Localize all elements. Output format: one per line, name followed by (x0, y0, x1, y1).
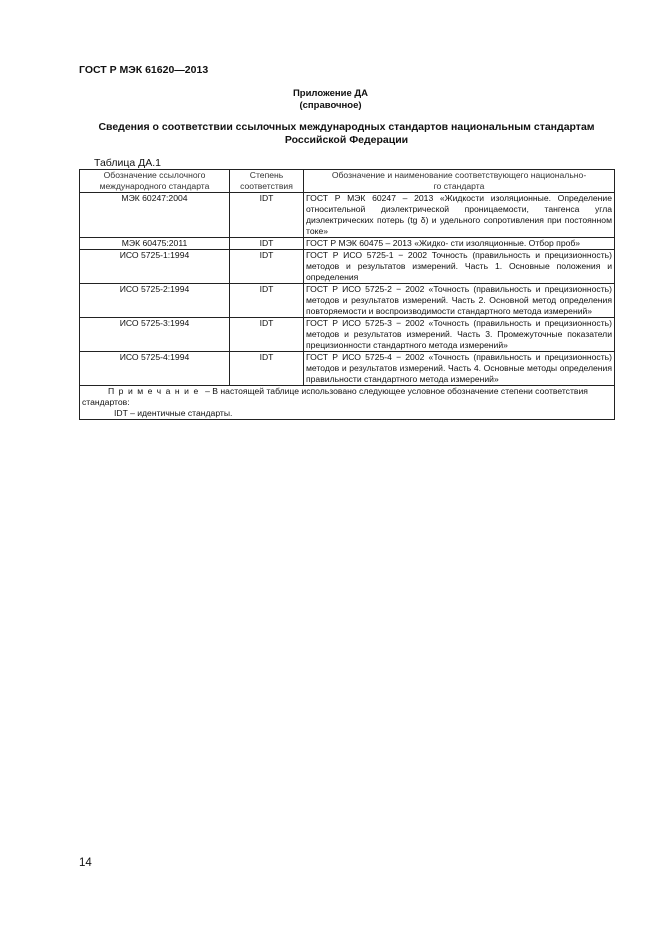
header-line: Степень (249, 170, 284, 180)
header-line: соответствия (240, 181, 293, 191)
degree-cell: IDT (230, 284, 304, 318)
note-definition: IDT – идентичные стандарты. (114, 408, 233, 418)
reference-cell: ИСО 5725-1:1994 (80, 250, 230, 284)
degree-cell: IDT (230, 318, 304, 352)
reference-cell: ИСО 5725-2:1994 (80, 284, 230, 318)
reference-cell: МЭК 60247:2004 (80, 193, 230, 238)
table-row (80, 318, 615, 352)
table-row (80, 352, 615, 386)
degree-cell: IDT (230, 352, 304, 386)
table-row (80, 250, 615, 284)
section-title-line2: Российской Федерации (284, 134, 409, 146)
table-row (80, 284, 615, 318)
degree-cell: IDT (230, 238, 304, 250)
note-label: Примечание (108, 386, 203, 396)
header-degree (230, 170, 304, 193)
national-standard-cell: ГОСТ Р МЭК 60247 – 2013 «Жидкости изоляционные. Определение относительной диэлектрической проницаемости, тангенса угла диэлектрических потерь (tg δ) и удельного сопротивления при постоянном токе» (304, 193, 615, 238)
table-row (80, 193, 615, 238)
annex-title: Приложение ДА (292, 88, 369, 99)
header-line: го стандарта (433, 181, 485, 191)
national-standard-cell: ГОСТ Р МЭК 60475 – 2013 «Жидко- сти изоляционные. Отбор проб» (304, 238, 615, 250)
annex-heading (0, 88, 661, 112)
reference-cell: ИСО 5725-3:1994 (80, 318, 230, 352)
degree-cell: IDT (230, 193, 304, 238)
reference-cell: МЭК 60475:2011 (80, 238, 230, 250)
header-line: международного стандарта (99, 181, 210, 191)
correspondence-table (79, 169, 615, 420)
document-code: ГОСТ Р МЭК 61620—2013 (79, 64, 209, 76)
table-caption: Таблица ДА.1 (94, 157, 161, 169)
table-note-row (80, 386, 615, 420)
header-line: Обозначение ссылочного (103, 170, 206, 180)
degree-cell: IDT (230, 250, 304, 284)
header-reference-standard (80, 170, 230, 193)
table-header-row (80, 170, 615, 193)
header-line: Обозначение и наименование соответствующего национально- (331, 170, 587, 180)
national-standard-cell: ГОСТ Р ИСО 5725-1 − 2002 Точность (правильность и прецизионность) методов и результатов измерений. Часть 1. Основные положения и определения (304, 250, 615, 284)
header-national-standard (304, 170, 615, 193)
national-standard-cell: ГОСТ Р ИСО 5725-4 − 2002 «Точность (правильность и прецизионность) методов и результатов измерений. Часть 4. Основные методы определения правильности стандартного метода измерений» (304, 352, 615, 386)
national-standard-cell: ГОСТ Р ИСО 5725-2 − 2002 «Точность (правильность и прецизионность) методов и результатов измерений. Часть 2. Основной метод определения повторяемости и воспроизводимости стандартного метода измерений» (304, 284, 615, 318)
national-standard-cell: ГОСТ Р ИСО 5725-3 − 2002 «Точность (правильность и прецизионность) методов и результатов измерений. Часть 3. Промежуточные показатели прецизионности стандартного метода измерений» (304, 318, 615, 352)
section-title (79, 121, 614, 147)
note-text: – В настоящей таблице использовано следующее условное обозначение степени соответствия стандартов: (82, 386, 588, 407)
annex-subtitle: (справочное) (299, 100, 362, 111)
table-row (80, 238, 615, 250)
section-title-line1: Сведения о соответствии ссылочных международных стандартов национальным стандартам (98, 121, 595, 133)
table-note (80, 386, 615, 420)
page-number: 14 (79, 857, 92, 869)
reference-cell: ИСО 5725-4:1994 (80, 352, 230, 386)
